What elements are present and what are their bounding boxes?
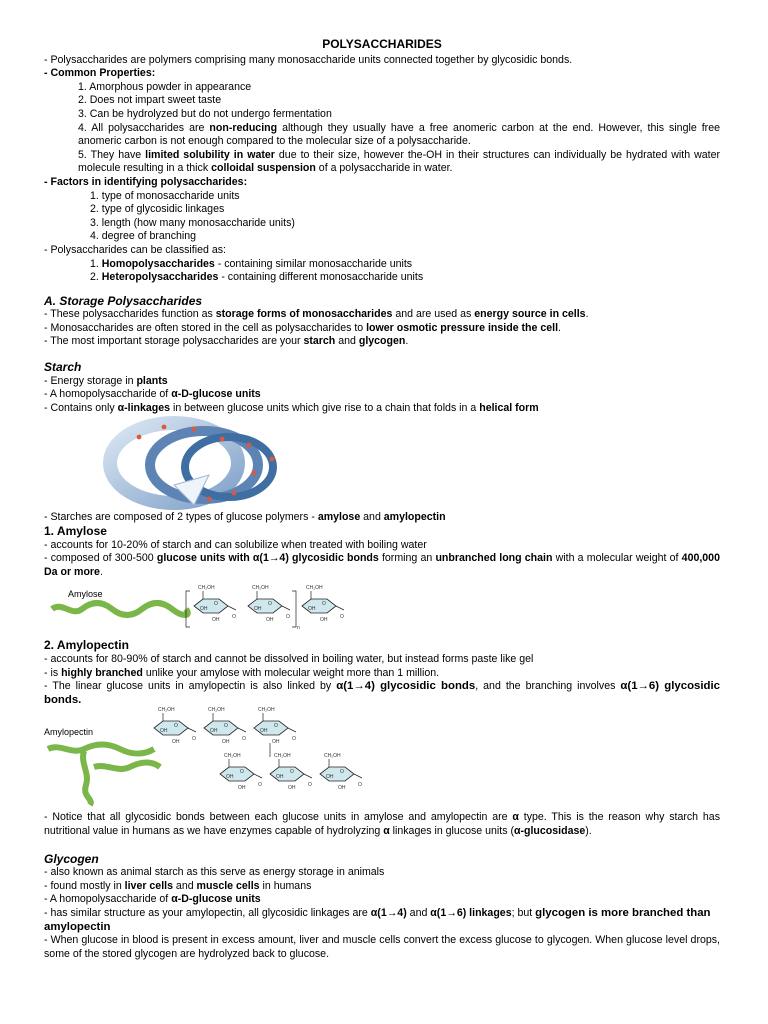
amylose-chain [52, 603, 188, 615]
storage-1: - These polysaccharides function as storage forms of monosaccharides and are used as energy source in cells. [44, 308, 589, 321]
ring-label: O [258, 782, 262, 789]
ring-label: OH [338, 785, 346, 792]
amylopectin-figure [44, 707, 720, 811]
amylopectin-chain [94, 763, 160, 769]
amylopectin-branch [83, 751, 91, 805]
amylose-structure [44, 579, 720, 639]
glycogen-4: - has similar structure as your amylopectin, all glycosidic linkages are α(1→4) and α(1→6) linkages; but glycogen is more branched than amylopectin [44, 906, 711, 933]
bond-line [228, 606, 236, 610]
amylose-fig-label: Amylose [68, 589, 103, 600]
bond-line [238, 728, 246, 732]
common-4: 4. All polysaccharides are non-reducing although they usually have a free anomeric carbon at the end. However, this single free anomeric carbon is not enough compared to the molecular size of a polysaccharide. [78, 121, 720, 148]
bond-line [282, 606, 290, 610]
ring-label: CH₂OH [158, 707, 175, 714]
ring-label: O [274, 723, 278, 730]
class-1: 1. Homopolysaccharides - containing similar monosaccharide units [90, 257, 413, 270]
starch-4: - Starches are composed of 2 types of glucose polymers - amylose and amylopectin [44, 511, 446, 524]
amylose-2: - composed of 300-500 glucose units with α(1→4) glycosidic bonds forming an unbranched long chain with a molecular weight of 400,000 Da or more. [44, 552, 720, 578]
glycogen-1: - also known as animal starch as this serve as energy storage in animals [44, 866, 385, 879]
amylose-figure [44, 579, 720, 639]
common-1: 1. Amorphous powder in appearance [78, 80, 252, 93]
ring-label: O [286, 614, 290, 621]
ring-label: OH [226, 774, 234, 781]
starch-3: - Contains only α-linkages in between glucose units which give rise to a chain that folds in a helical form [44, 401, 539, 414]
ring-label: OH [222, 739, 230, 746]
amylopectin-2: - is highly branched unlike your amylose with molecular weight more than 1 million. [44, 666, 440, 679]
ring-label: O [308, 782, 312, 789]
ring-label: O [322, 601, 326, 608]
ring-label: CH₂OH [274, 753, 291, 760]
starch-2: - A homopolysaccharide of α-D-glucose units [44, 388, 261, 401]
ring-label: OH [172, 739, 180, 746]
ring-label: O [240, 769, 244, 776]
ring-label: OH [260, 728, 268, 735]
bond-line [288, 728, 296, 732]
ring-label: OH [326, 774, 334, 781]
ring-label: CH₂OH [252, 585, 269, 592]
ring-label: O [224, 723, 228, 730]
bond-line [254, 774, 262, 778]
ring-label: O [290, 769, 294, 776]
amylose-1: - accounts for 10-20% of starch and can solubilize when treated with boiling water [44, 538, 427, 551]
starch-helix-figure [44, 415, 720, 511]
glucose-rings [186, 585, 344, 631]
starch-helix-illustration [44, 415, 720, 511]
classified-line: - Polysaccharides can be classified as: [44, 243, 226, 256]
ring-label: OH [272, 739, 280, 746]
ring-label: O [214, 601, 218, 608]
glycogen-2: - found mostly in liver cells and muscle cells in humans [44, 879, 312, 892]
glycogen-3: - A homopolysaccharide of α-D-glucose units [44, 893, 261, 906]
factors-heading: - Factors in identifying polysaccharides: [44, 175, 248, 188]
ring-label: OH [160, 728, 168, 735]
ring-label: OH [212, 617, 220, 624]
ring-label: CH₂OH [198, 585, 215, 592]
common-3: 3. Can be hydrolyzed but do not undergo fermentation [78, 107, 332, 120]
page-title: POLYSACCHARIDES [322, 37, 442, 51]
notice: - Notice that all glycosidic bonds between each glucose units in amylose and amylopectin are α type. This is the reason why starch has nutritional value in humans as we have enzymes capable of hydrolyzing α linkages in glucose units (α-glucosidase). [44, 811, 721, 837]
glycogen-heading: Glycogen [44, 851, 99, 866]
class-2: 2. Heteropolysaccharides - containing different monosaccharide units [90, 271, 424, 284]
storage-heading: A. Storage Polysaccharides [44, 293, 203, 308]
amylopectin-1: - accounts for 80-90% of starch and cannot be dissolved in boiling water, but instead forms paste like gel [44, 653, 534, 665]
ring-label: O [232, 614, 236, 621]
ring-label: OH [238, 785, 246, 792]
ring-label: O [292, 736, 296, 743]
ring-label: OH [320, 617, 328, 624]
ring-label: O [174, 723, 178, 730]
glucose-rings [154, 707, 362, 791]
bond-line [304, 774, 312, 778]
ring-label: OH [266, 617, 274, 624]
starch-1: - Energy storage in plants [44, 374, 168, 387]
intro: - Polysaccharides are polymers comprising many monosaccharide units connected together by glycosidic bonds. [44, 53, 573, 66]
ring-label: OH [308, 606, 316, 613]
ring-label: OH [276, 774, 284, 781]
factor-2: 2. type of glycosidic linkages [90, 203, 225, 216]
factor-1: 1. type of monosaccharide units [90, 189, 240, 202]
ring-label: O [192, 736, 196, 743]
glycogen-5: - When glucose in blood is present in excess amount, liver and muscle cells convert the excess glucose to glycogen. When glucose level drops, some of the stored glycogen are hydrolyzed back to glucose. [44, 934, 720, 960]
ring-label: O [358, 782, 362, 789]
ring-label: n [297, 625, 300, 632]
factor-3: 3. length (how many monosaccharide units) [90, 216, 295, 229]
amylopectin-3: - The linear glucose units in amylopectin is also linked by α(1→4) glycosidic bonds, and the branching involves α(1→6) glycosidic bonds. [44, 680, 720, 706]
bond-line [188, 728, 196, 732]
ring-label: CH₂OH [258, 707, 275, 714]
amylopectin-fig-label: Amylopectin [44, 727, 94, 738]
common-2: 2. Does not impart sweet taste [78, 94, 222, 107]
ring-label: O [242, 736, 246, 743]
starch-heading: Starch [44, 360, 82, 375]
ring-label: CH₂OH [324, 753, 341, 760]
ring-label: O [268, 601, 272, 608]
ring-label: CH₂OH [208, 707, 225, 714]
ring-label: O [340, 769, 344, 776]
bond-line [354, 774, 362, 778]
ring-label: OH [200, 606, 208, 613]
ring-label: OH [254, 606, 262, 613]
amylopectin-structure [44, 707, 720, 811]
amylopectin-heading: 2. Amylopectin [44, 638, 129, 653]
amylose-heading: 1. Amylose [44, 524, 107, 539]
common-5: 5. They have limited solubility in water due to their size, however the-OH in their structures can individually be hydrated with water molecule resulting in a thick colloidal suspension of a polysaccharide in water. [78, 148, 720, 175]
bond-line [336, 606, 344, 610]
ring-label: CH₂OH [224, 753, 241, 760]
storage-3: - The most important storage polysaccharides are your starch and glycogen. [44, 335, 409, 348]
repeat-bracket [292, 591, 296, 627]
ring-label: O [340, 614, 344, 621]
storage-2: - Monosaccharides are often stored in the cell as polysaccharides to lower osmotic pressure inside the cell. [44, 321, 561, 334]
amylopectin-chain [48, 745, 154, 754]
ring-label: CH₂OH [306, 585, 323, 592]
ring-label: OH [210, 728, 218, 735]
document-page [44, 38, 720, 961]
ring-label: OH [288, 785, 296, 792]
common-heading: - Common Properties: [44, 67, 156, 80]
factor-4: 4. degree of branching [90, 230, 197, 243]
